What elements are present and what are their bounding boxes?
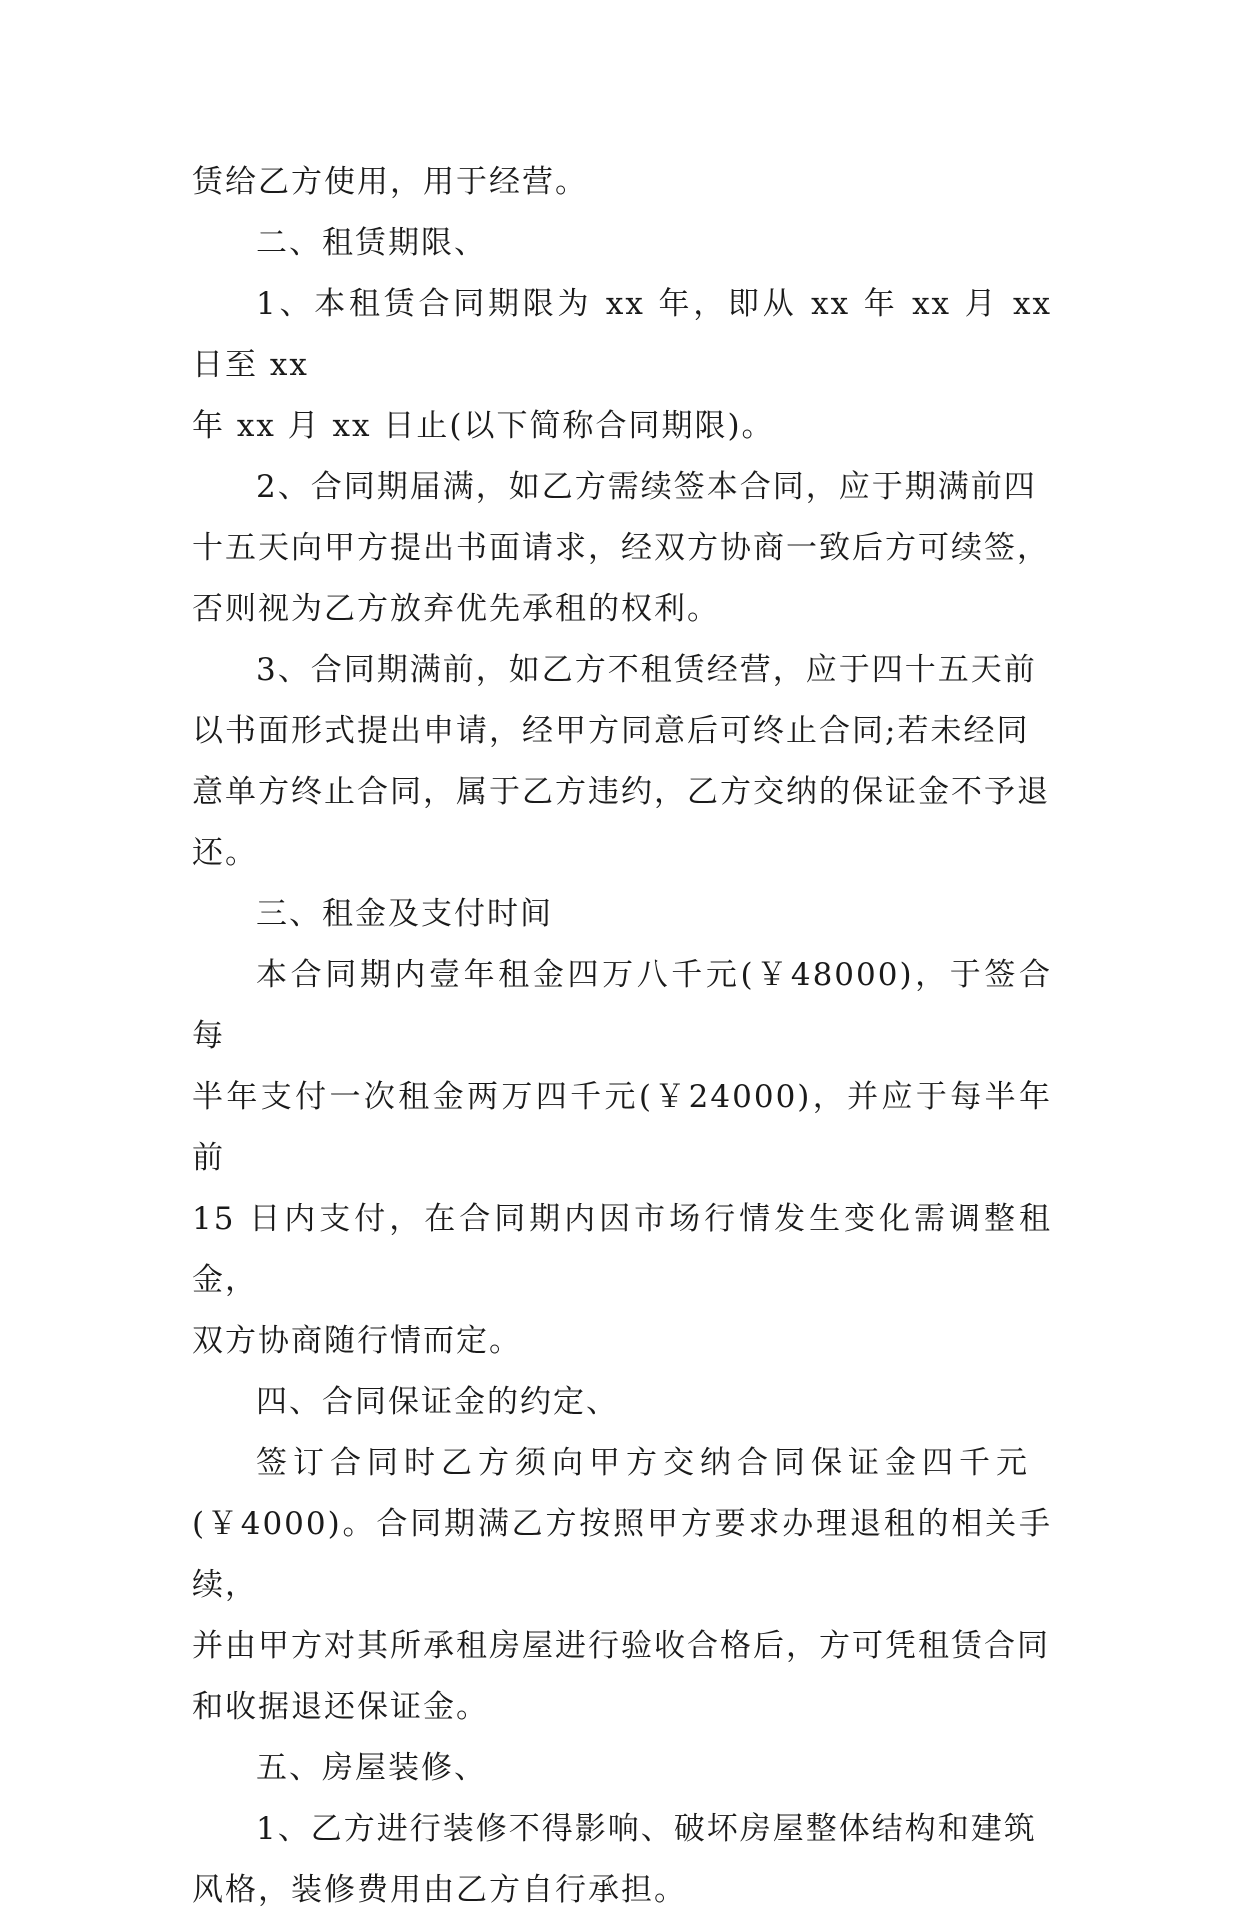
text-line: 否则视为乙方放弃优先承租的权利。: [192, 591, 720, 627]
text-line: 赁给乙方使用，用于经营。: [192, 164, 588, 200]
section-heading: 五、房屋装修、: [256, 1750, 487, 1786]
text-line: 签订合同时乙方须向甲方交纳合同保证金四千元: [256, 1445, 1033, 1481]
text-line: (￥4000)。合同期满乙方按照甲方要求办理退租的相关手续，: [192, 1506, 1052, 1603]
section-heading: 四、合同保证金的约定、: [256, 1384, 619, 1420]
text-line: 十五天向甲方提出书面请求，经双方协商一致后方可续签，: [192, 530, 1050, 566]
contract-body: [192, 152, 1052, 1921]
text-line: 意单方终止合同，属于乙方违约，乙方交纳的保证金不予退: [192, 774, 1050, 810]
text-line: 半年支付一次租金两万四千元(￥24000)，并应于每半年前: [192, 1079, 1052, 1176]
paragraph-renovation-1: [192, 1799, 1052, 1921]
paragraph-lease-purpose: [192, 152, 1052, 213]
text-line: 和收据退还保证金。: [192, 1689, 489, 1725]
paragraph-rent: [192, 945, 1052, 1372]
text-line: 还。: [192, 835, 258, 871]
text-line: 并由甲方对其所承租房屋进行验收合格后，方可凭租赁合同: [192, 1628, 1050, 1664]
heading-deposit: [192, 1372, 1052, 1433]
paragraph-term-2: [192, 457, 1052, 640]
paragraph-term-3: [192, 640, 1052, 884]
heading-renovation: [192, 1738, 1052, 1799]
text-line: 1、本租赁合同期限为 xx 年，即从 xx 年 xx 月 xx 日至 xx: [192, 286, 1052, 383]
paragraph-term-1: [192, 274, 1052, 457]
heading-lease-term: [192, 213, 1052, 274]
section-heading: 三、租金及支付时间: [256, 896, 553, 932]
text-line: 年 xx 月 xx 日止(以下简称合同期限)。: [192, 408, 775, 444]
section-heading: 二、租赁期限、: [256, 225, 487, 261]
text-line: 1、乙方进行装修不得影响、破坏房屋整体结构和建筑: [256, 1811, 1037, 1847]
text-line: 15 日内支付，在合同期内因市场行情发生变化需调整租金，: [192, 1201, 1052, 1298]
text-line: 风格，装修费用由乙方自行承担。: [192, 1872, 687, 1908]
text-line: 双方协商随行情而定。: [192, 1323, 522, 1359]
text-line: 2、合同期届满，如乙方需续签本合同，应于期满前四: [256, 469, 1037, 505]
text-line: 本合同期内壹年租金四万八千元(￥48000)，于签合每: [192, 957, 1052, 1054]
text-line: 以书面形式提出申请，经甲方同意后可终止合同;若未经同: [192, 713, 1030, 749]
text-line: 3、合同期满前，如乙方不租赁经营，应于四十五天前: [256, 652, 1037, 688]
heading-rent-payment: [192, 884, 1052, 945]
paragraph-deposit: [192, 1433, 1052, 1738]
